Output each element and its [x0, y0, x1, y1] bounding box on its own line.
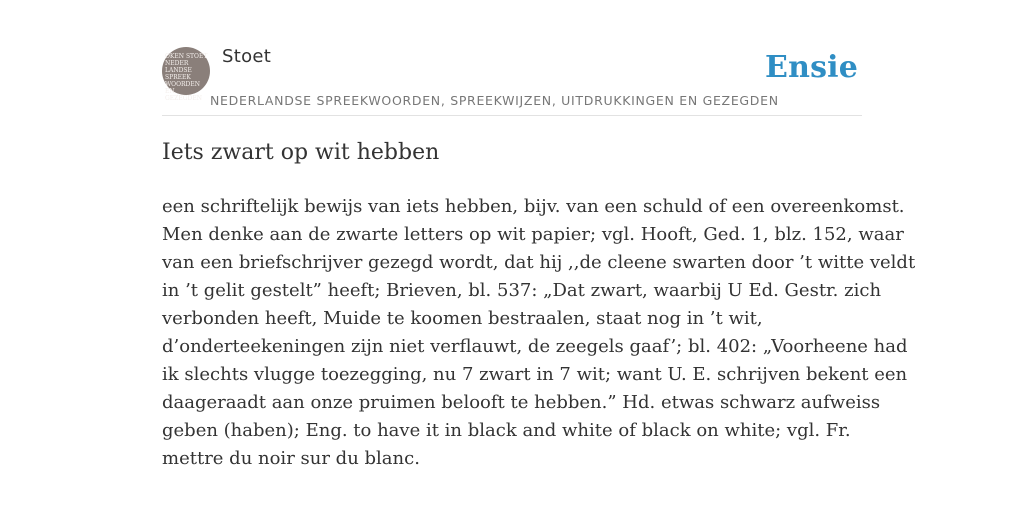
definition-line: Men denke aan de zwarte letters op wit papier; vgl. Hooft, Ged. 1, blz. 152, waar: [162, 224, 904, 245]
definition-line: in ’t gelit gestelt” heeft; Brieven, bl. 537: „Dat zwart, waarbij U Ed. Gestr. zich: [162, 280, 882, 301]
avatar-book-cover-text: OKEN STOET NEDER LANDSE SPREEK WOORDEN EN GEZEGDEN: [165, 53, 208, 102]
definition-line: d’onderteekeningen zijn niet verflauwt, de zeegels gaaf’; bl. 402: „Voorheene had: [162, 336, 908, 357]
brand-logo[interactable]: Ensie: [765, 50, 859, 85]
entry-title: Iets zwart op wit hebben: [162, 140, 440, 165]
author-name[interactable]: Stoet: [222, 46, 272, 67]
definition-line: van een briefschrijver gezegd wordt, dat hij ,,de cleene swarten door ’t witte veldt: [162, 252, 916, 273]
definition-line: geben (haben); Eng. to have it in black and white of black on white; vgl. Fr.: [162, 420, 851, 441]
source-subtitle[interactable]: NEDERLANDSE SPREEKWOORDEN, SPREEKWIJZEN, UITDRUKKINGEN EN GEZEGDEN: [210, 93, 779, 108]
entry-definition: [162, 193, 916, 473]
definition-line: daageraadt aan onze pruimen belooft te hebben.” Hd. etwas schwarz aufweiss: [162, 392, 881, 413]
definition-line: ik slechts vlugge toezegging, nu 7 zwart in 7 wit; want U. E. schrijven bekent een: [162, 364, 908, 385]
definition-line: mettre du noir sur du blanc.: [162, 448, 420, 469]
header-divider: [162, 115, 862, 116]
definition-line: een schriftelijk bewijs van iets hebben, bijv. van een schuld of een overeenkomst.: [162, 196, 905, 217]
avatar[interactable]: [162, 47, 210, 102]
definition-line: verbonden heeft, Muide te koomen bestraalen, staat nog in ’t wit,: [162, 308, 763, 329]
